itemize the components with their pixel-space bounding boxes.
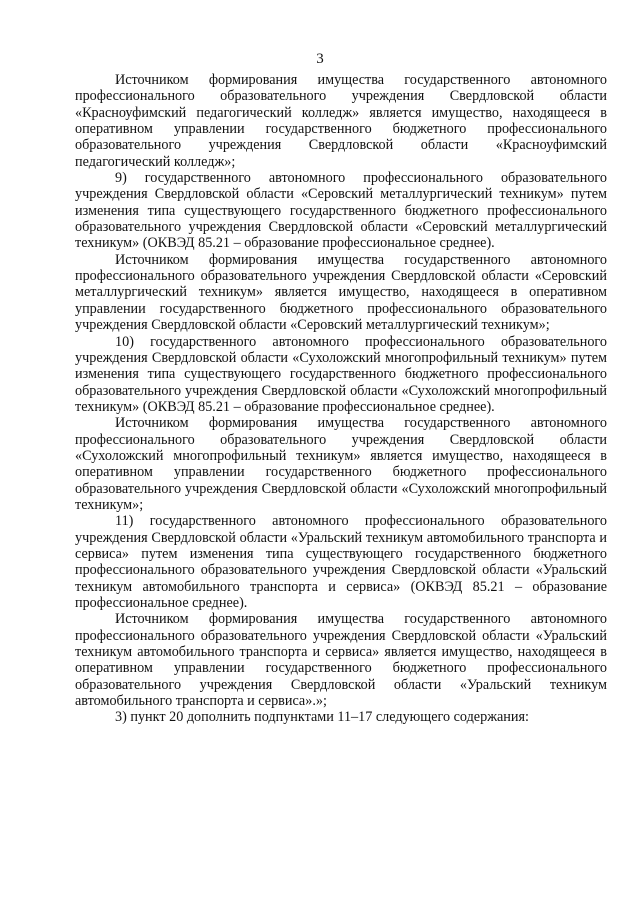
paragraph-property-source-serov: Источником формирования имущества государственного автономного профессионального образовательного учреждения Свердловской области «Серовский металлургический техникум» является имущество, находящееся в оперативном управлении государственного бюджетного профессионального образовательного учреждения Свердловской области «Серовский металлургический техникум»; [75, 251, 607, 334]
paragraph-item-9-serov: 9) государственного автономного профессионального образовательного учреждения Свердловской области «Серовский металлургический техникум» путем изменения типа существующего государственного бюджетного профессионального образовательного учреждения Свердловской области «Серовский металлургический техникум» (ОКВЭД 85.21 – образование профессиональное среднее). [75, 170, 607, 252]
paragraph-amendment-point-20: 3) пункт 20 дополнить подпунктами 11–17 следующего содержания: [115, 709, 529, 726]
paragraph-property-source-krasnoufimsk: Источником формирования имущества государственного автономного профессионального образовательного учреждения Свердловской области «Красноуфимский педагогический колледж» является имущество, находящееся в оперативном управлении государственного бюджетного профессионального образовательного учреждения Свердловской области «Красноуфимский педагогический колледж»; [75, 72, 607, 170]
paragraph-property-source-sukhoi-log: Источником формирования имущества государственного автономного профессионального образовательного учреждения Свердловской области «Сухоложский многопрофильный техникум» является имущество, находящееся в оперативном управлении государственного бюджетного профессионального образовательного учреждения Свердловской области «Сухоложский многопрофильный техникум»; [75, 415, 607, 513]
page-number: 3 [316, 51, 324, 67]
paragraph-property-source-ural-auto: Источником формирования имущества государственного автономного профессионального образовательного учреждения Свердловской области «Уральский техникум автомобильного транспорта и сервиса» является имущество, находящееся в оперативном управлении государственного бюджетного профессионального образовательного учреждения Свердловской области «Уральский техникум автомобильного транспорта и сервиса».»; [75, 611, 607, 710]
paragraph-item-10-sukhoi-log: 10) государственного автономного профессионального образовательного учреждения Свердловской области «Сухоложский многопрофильный техникум» путем изменения типа существующего государственного бюджетного профессионального образовательного учреждения Свердловской области «Сухоложский многопрофильный техникум» (ОКВЭД 85.21 – образование профессиональное среднее). [75, 333, 607, 415]
document-body [75, 72, 607, 726]
paragraph-item-11-ural-auto: 11) государственного автономного профессионального образовательного учреждения Свердловской области «Уральский техникум автомобильного транспорта и сервиса» путем изменения типа существующего государственного бюджетного профессионального образовательного учреждения Свердловской области «Уральский техникум автомобильного транспорта и сервиса» (ОКВЭД 85.21 – образование профессиональное среднее). [75, 513, 607, 611]
